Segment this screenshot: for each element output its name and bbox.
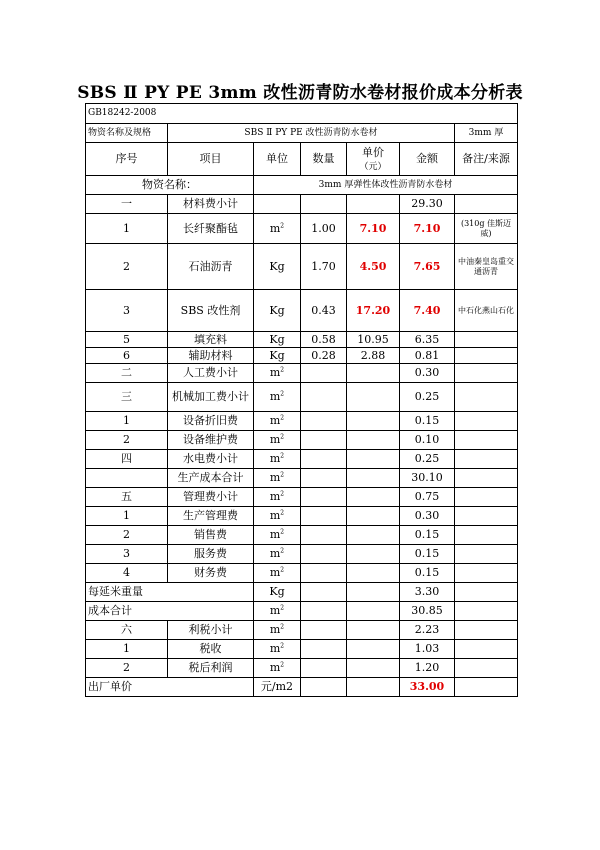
cell-item: SBS 改性剂 xyxy=(168,290,254,332)
cell-no: 5 xyxy=(86,332,168,348)
spec-name: SBS Ⅱ PY PE 改性沥青防水卷材 xyxy=(168,124,455,143)
header-price-line2: （元） xyxy=(359,161,387,172)
table-row xyxy=(86,412,518,431)
page-title: SBS Ⅱ PY PE 3mm 改性沥青防水卷材报价成本分析表 xyxy=(77,83,523,103)
header-unit: 单位 xyxy=(254,143,301,176)
unit-base: m xyxy=(269,452,281,466)
table-row xyxy=(86,507,518,526)
cell-no: 六 xyxy=(86,621,168,640)
cell-remark xyxy=(455,659,518,678)
cell-no: 一 xyxy=(86,195,168,214)
cell-item: 填充料 xyxy=(168,332,254,348)
cell-item: 机械加工费小计 xyxy=(168,383,254,412)
header-row xyxy=(86,143,518,176)
unit-base: m xyxy=(269,221,281,235)
cell-item: 税收 xyxy=(168,640,254,659)
cell-price xyxy=(347,526,400,545)
cell-item: 财务费 xyxy=(168,564,254,583)
cell-qty xyxy=(301,364,347,383)
unit-base: m xyxy=(269,623,281,637)
unit-superscript: 2 xyxy=(280,642,285,650)
unit-superscript: 2 xyxy=(280,414,285,422)
cell-qty xyxy=(301,195,347,214)
cell-no: 2 xyxy=(86,244,168,290)
cell-remark: 中油秦皇岛重交通沥青 xyxy=(455,244,518,290)
cell-amount: 6.35 xyxy=(400,332,455,348)
cell-unit xyxy=(254,214,301,244)
spec-label: 物资名称及规格 xyxy=(86,124,168,143)
cell-qty xyxy=(301,545,347,564)
total-row-amount: 30.85 xyxy=(400,602,455,621)
unit-superscript: 2 xyxy=(280,390,285,398)
cell-item: 管理费小计 xyxy=(168,488,254,507)
cell-qty xyxy=(301,507,347,526)
cell-no: 二 xyxy=(86,364,168,383)
table-row xyxy=(86,214,518,244)
cell-qty: 1.00 xyxy=(301,214,347,244)
cell-no: 4 xyxy=(86,564,168,583)
cell-no: 3 xyxy=(86,545,168,564)
cell-remark xyxy=(455,602,518,621)
cell-no: 1 xyxy=(86,507,168,526)
cell-item: 利税小计 xyxy=(168,621,254,640)
unit-superscript: 2 xyxy=(280,452,285,460)
cell-price xyxy=(347,602,400,621)
unit-base: m xyxy=(269,366,281,380)
cell-no: 1 xyxy=(86,214,168,244)
header-no: 序号 xyxy=(86,143,168,176)
cell-item: 税后利润 xyxy=(168,659,254,678)
unit-superscript: 2 xyxy=(280,509,285,517)
cell-remark xyxy=(455,364,518,383)
cell-item: 人工费小计 xyxy=(168,364,254,383)
cell-qty: 0.43 xyxy=(301,290,347,332)
table-row xyxy=(86,383,518,412)
header-amount: 金额 xyxy=(400,143,455,176)
cell-amount: 1.03 xyxy=(400,640,455,659)
cell-amount: 7.40 xyxy=(400,290,455,332)
cell-qty xyxy=(301,450,347,469)
unit-base: Kg xyxy=(269,259,285,273)
unit-base: m xyxy=(269,642,281,656)
cell-qty: 0.58 xyxy=(301,332,347,348)
header-qty: 数量 xyxy=(301,143,347,176)
cell-remark xyxy=(455,583,518,602)
table-row xyxy=(86,469,518,488)
standard-code: GB18242-2008 xyxy=(86,104,518,124)
cell-price xyxy=(347,412,400,431)
cell-unit xyxy=(254,659,301,678)
cell-no: 1 xyxy=(86,412,168,431)
cell-remark xyxy=(455,621,518,640)
cell-amount: 0.15 xyxy=(400,564,455,583)
cell-no: 1 xyxy=(86,640,168,659)
table-row xyxy=(86,488,518,507)
table-row xyxy=(86,431,518,450)
cell-price xyxy=(347,469,400,488)
cell-price xyxy=(347,195,400,214)
cell-price xyxy=(347,431,400,450)
unit-superscript: 2 xyxy=(280,471,285,479)
cell-amount: 0.10 xyxy=(400,431,455,450)
table-row xyxy=(86,290,518,332)
factory-price-amount: 33.00 xyxy=(400,678,455,697)
cell-remark xyxy=(455,195,518,214)
unit-superscript: 2 xyxy=(280,623,285,631)
table-row xyxy=(86,244,518,290)
cell-no: 四 xyxy=(86,450,168,469)
cell-qty xyxy=(301,659,347,678)
cell-price xyxy=(347,640,400,659)
cell-qty xyxy=(301,526,347,545)
cell-remark: 中石化燕山石化 xyxy=(455,290,518,332)
cell-price xyxy=(347,659,400,678)
unit-base: m xyxy=(269,547,281,561)
cell-unit xyxy=(254,545,301,564)
table-row xyxy=(86,348,518,364)
tax-row xyxy=(86,640,518,659)
unit-base: m xyxy=(269,390,281,404)
cell-unit xyxy=(254,507,301,526)
cell-qty xyxy=(301,678,347,697)
unit-superscript: 2 xyxy=(280,222,285,230)
cell-remark xyxy=(455,412,518,431)
cell-qty xyxy=(301,469,347,488)
unit-base: m xyxy=(269,414,281,428)
total-row-label: 成本合计 xyxy=(86,602,254,621)
cell-remark xyxy=(455,431,518,450)
cell-remark xyxy=(455,640,518,659)
unit-superscript: 2 xyxy=(280,366,285,374)
cell-remark xyxy=(455,383,518,412)
cell-unit xyxy=(254,602,301,621)
cell-amount: 0.15 xyxy=(400,526,455,545)
cell-unit xyxy=(254,431,301,450)
cell-price: 17.20 xyxy=(347,290,400,332)
cell-unit xyxy=(254,364,301,383)
cell-price xyxy=(347,545,400,564)
total-row xyxy=(86,602,518,621)
cell-price xyxy=(347,364,400,383)
cell-amount: 0.30 xyxy=(400,364,455,383)
cell-remark xyxy=(455,545,518,564)
cell-no xyxy=(86,469,168,488)
cell-qty xyxy=(301,621,347,640)
cell-price xyxy=(347,678,400,697)
cell-unit xyxy=(254,244,301,290)
table-row xyxy=(86,364,518,383)
cost-analysis-table xyxy=(85,103,518,697)
cell-qty: 0.28 xyxy=(301,348,347,364)
cell-item: 设备维护费 xyxy=(168,431,254,450)
cell-price xyxy=(347,583,400,602)
material-value: 3mm 厚弹性体改性沥青防水卷材 xyxy=(254,176,518,195)
weight-row-label: 每延米重量 xyxy=(86,583,254,602)
cell-amount: 0.25 xyxy=(400,383,455,412)
table-row xyxy=(86,526,518,545)
cell-qty xyxy=(301,564,347,583)
unit-base: m xyxy=(269,509,281,523)
cell-no: 三 xyxy=(86,383,168,412)
cell-remark xyxy=(455,507,518,526)
cell-amount: 0.15 xyxy=(400,545,455,564)
cell-remark: (310g 佳斯迈威) xyxy=(455,214,518,244)
unit-superscript: 2 xyxy=(280,566,285,574)
factory-price-row xyxy=(86,678,518,697)
cell-remark xyxy=(455,332,518,348)
cell-remark xyxy=(455,348,518,364)
table-row xyxy=(86,564,518,583)
factory-price-label: 出厂单价 xyxy=(86,678,254,697)
unit-base: m xyxy=(269,661,281,675)
weight-row xyxy=(86,583,518,602)
unit-superscript: 2 xyxy=(280,604,285,612)
cell-no: 2 xyxy=(86,659,168,678)
cell-item: 设备折旧费 xyxy=(168,412,254,431)
cell-no: 2 xyxy=(86,526,168,545)
table-row xyxy=(86,332,518,348)
cell-no: 2 xyxy=(86,431,168,450)
spec-row xyxy=(86,124,518,143)
cell-item: 生产管理费 xyxy=(168,507,254,526)
cell-unit xyxy=(254,450,301,469)
cell-amount: 29.30 xyxy=(400,195,455,214)
cell-price xyxy=(347,383,400,412)
cell-amount: 0.30 xyxy=(400,507,455,526)
unit-base: Kg xyxy=(269,348,285,362)
cell-amount: 30.10 xyxy=(400,469,455,488)
cell-remark xyxy=(455,450,518,469)
header-item: 项目 xyxy=(168,143,254,176)
unit-base: m xyxy=(269,566,281,580)
cell-price xyxy=(347,488,400,507)
unit-superscript: 2 xyxy=(280,490,285,498)
tax-row xyxy=(86,621,518,640)
unit-base: Kg xyxy=(269,332,285,346)
cell-qty xyxy=(301,431,347,450)
cell-unit xyxy=(254,348,301,364)
header-price-line1: 单价 xyxy=(362,145,384,159)
cell-qty xyxy=(301,383,347,412)
weight-row-amount: 3.30 xyxy=(400,583,455,602)
cell-price: 7.10 xyxy=(347,214,400,244)
material-row xyxy=(86,176,518,195)
unit-superscript: 2 xyxy=(280,547,285,555)
cell-unit xyxy=(254,290,301,332)
cell-amount: 1.20 xyxy=(400,659,455,678)
cell-remark xyxy=(455,526,518,545)
cell-item: 长纤聚酯毡 xyxy=(168,214,254,244)
cell-qty xyxy=(301,583,347,602)
cell-price: 4.50 xyxy=(347,244,400,290)
cell-price xyxy=(347,621,400,640)
cell-remark xyxy=(455,469,518,488)
table-row xyxy=(86,450,518,469)
cell-amount: 7.65 xyxy=(400,244,455,290)
cell-qty xyxy=(301,412,347,431)
factory-price-unit: 元/m2 xyxy=(254,678,301,697)
cell-unit xyxy=(254,564,301,583)
cell-amount: 0.75 xyxy=(400,488,455,507)
material-label: 物资名称： xyxy=(86,176,254,195)
spec-thickness: 3mm 厚 xyxy=(455,124,518,143)
cell-price xyxy=(347,564,400,583)
cell-amount: 0.81 xyxy=(400,348,455,364)
cell-unit xyxy=(254,412,301,431)
cell-item: 服务费 xyxy=(168,545,254,564)
cell-price xyxy=(347,450,400,469)
cell-unit xyxy=(254,383,301,412)
cell-qty: 1.70 xyxy=(301,244,347,290)
cell-qty xyxy=(301,488,347,507)
cell-qty xyxy=(301,602,347,621)
cell-remark xyxy=(455,564,518,583)
cell-no: 五 xyxy=(86,488,168,507)
unit-base: Kg xyxy=(269,585,285,599)
cell-amount: 0.15 xyxy=(400,412,455,431)
cell-no: 6 xyxy=(86,348,168,364)
cell-item: 水电费小计 xyxy=(168,450,254,469)
header-remark: 备注/来源 xyxy=(455,143,518,176)
cell-amount: 2.23 xyxy=(400,621,455,640)
header-price xyxy=(347,143,400,176)
unit-base: m xyxy=(269,490,281,504)
cell-item: 辅助材料 xyxy=(168,348,254,364)
cell-remark xyxy=(455,488,518,507)
unit-base: Kg xyxy=(269,303,285,317)
standard-row xyxy=(86,104,518,124)
table-row xyxy=(86,545,518,564)
cell-item: 销售费 xyxy=(168,526,254,545)
cell-unit xyxy=(254,332,301,348)
cell-unit xyxy=(254,195,301,214)
cell-unit xyxy=(254,640,301,659)
unit-superscript: 2 xyxy=(280,661,285,669)
table-row xyxy=(86,195,518,214)
cell-item: 生产成本合计 xyxy=(168,469,254,488)
cell-qty xyxy=(301,640,347,659)
cell-item: 材料费小计 xyxy=(168,195,254,214)
unit-superscript: 2 xyxy=(280,433,285,441)
cell-price: 10.95 xyxy=(347,332,400,348)
cell-price xyxy=(347,507,400,526)
unit-superscript: 2 xyxy=(280,528,285,536)
cell-unit xyxy=(254,526,301,545)
cell-unit xyxy=(254,469,301,488)
unit-base: m xyxy=(269,528,281,542)
cell-unit xyxy=(254,621,301,640)
cell-no: 3 xyxy=(86,290,168,332)
cell-remark xyxy=(455,678,518,697)
cell-price: 2.88 xyxy=(347,348,400,364)
cell-unit xyxy=(254,583,301,602)
unit-base: m xyxy=(269,471,281,485)
unit-base: m xyxy=(269,433,281,447)
cell-item: 石油沥青 xyxy=(168,244,254,290)
unit-base: m xyxy=(269,604,281,618)
tax-row xyxy=(86,659,518,678)
cell-unit xyxy=(254,488,301,507)
cell-amount: 0.25 xyxy=(400,450,455,469)
cell-amount: 7.10 xyxy=(400,214,455,244)
